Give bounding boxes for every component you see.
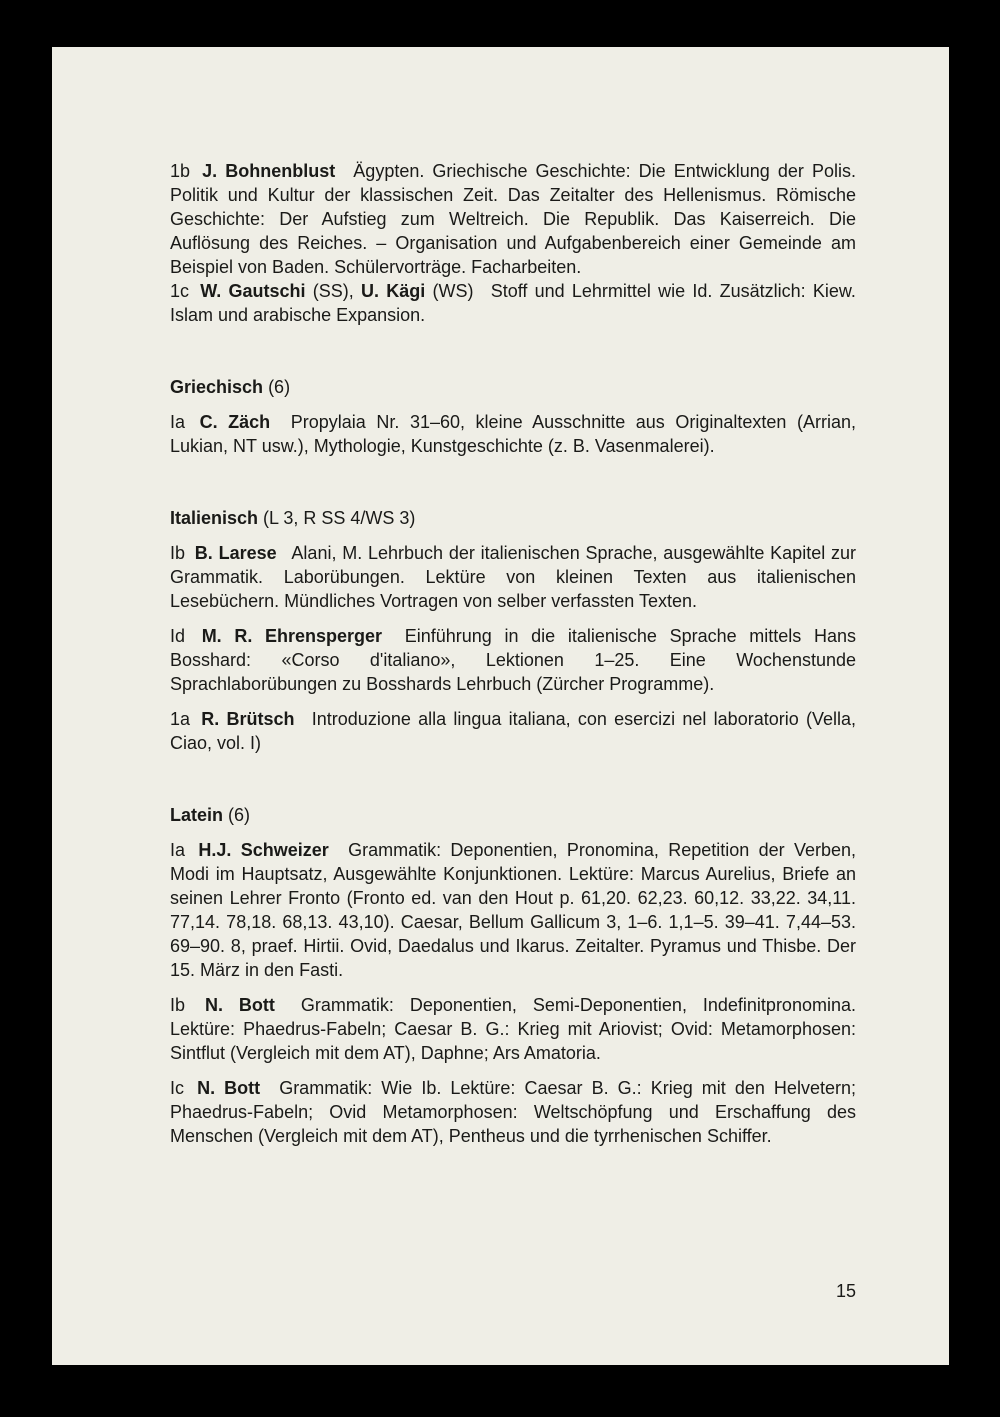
history-block — [170, 159, 856, 327]
course-entry — [170, 279, 856, 327]
teacher-name: U. Kägi — [360, 281, 426, 301]
section-heading — [170, 375, 856, 399]
teacher-name: N. Bott — [197, 1078, 261, 1098]
semester-note: (WS) — [432, 281, 474, 301]
teacher-name: M. R. Ehrensperger — [201, 626, 383, 646]
course-description: Ägypten. Griechische Geschichte: Die Entwicklung der Polis. Politik und Kultur der klassischen Zeit. Das Zeitalter des Hellenismus. Römische Geschichte: Der Aufstieg zum Weltreich. Die Republik. Das Kaiserreich. Die Auflösung des Reiches. – Organisation und Aufgabenbereich einer Gemeinde am Beispiel von Baden. Schülervorträge. Facharbeiten. — [170, 161, 856, 277]
course-description: Propylaia Nr. 31–60, kleine Ausschnitte aus Originaltexten (Arrian, Lukian, NT usw.), Mythologie, Kunstgeschichte (z. B. Vasenmalerei). — [170, 412, 857, 456]
section-detail: (6) — [268, 377, 291, 397]
teacher-name: R. Brütsch — [201, 709, 295, 729]
course-description: Alani, M. Lehrbuch der italienischen Sprache, ausgewählte Kapitel zur Grammatik. Laborübungen. Lektüre von kleinen Texten aus italienischen Lesebüchern. Mündliches Vortragen von selber verfassten Texten. — [170, 543, 856, 611]
class-code: Id — [170, 626, 186, 646]
section-detail: (6) — [228, 805, 251, 825]
class-code: Ib — [170, 995, 186, 1015]
class-code: Ib — [170, 543, 186, 563]
course-description: Grammatik: Deponentien, Pronomina, Repetition der Verben, Modi im Hauptsatz, Ausgewählte Konjunktionen. Lektüre: Marcus Aurelius, Briefe an seinen Lehrer Fronto (Fronto ed. van den Hout p. 61,20. 62,23. 60,12. 33,22. 34,11. 77,14. 78,18. 68,13. 43,10). Caesar, Bellum Gallicum 3, 1–6. 1,1–5. 39–41. 7,44–53. 69–90. 8, praef. Hirtii. Ovid, Daedalus und Ikarus. Zeitalter. Pyramus und Thisbe. Der 15. März in den Fasti. — [170, 840, 856, 980]
course-description: Grammatik: Deponentien, Semi-Deponentien, Indefinitpronomina. Lektüre: Phaedrus-Fabeln; Caesar B. G.: Krieg mit Ariovist; Ovid: Metamorphosen: Sintflut (Vergleich mit dem AT), Daphne; Ars Amatoria. — [170, 995, 856, 1063]
course-description: Introduzione alla lingua italiana, con esercizi nel laboratorio (Vella, Ciao, vol. I) — [170, 709, 856, 753]
course-entry — [170, 410, 856, 458]
section-title: Latein — [170, 805, 224, 825]
page-number: 15 — [835, 1281, 856, 1301]
class-code: Ia — [170, 412, 186, 432]
teacher-name: B. Larese — [194, 543, 277, 563]
course-entry — [170, 838, 856, 982]
teacher-name: H.J. Schweizer — [198, 840, 329, 860]
section-heading — [170, 803, 856, 827]
semester-note: (SS), — [312, 281, 354, 301]
course-entry — [170, 1076, 856, 1148]
course-entry — [170, 541, 856, 613]
section-detail: (L 3, R SS 4/WS 3) — [263, 508, 416, 528]
class-code: 1a — [170, 709, 191, 729]
teacher-name: C. Zäch — [199, 412, 271, 432]
section-italienisch — [170, 506, 856, 755]
class-code: 1b — [170, 161, 191, 181]
teacher-name: J. Bohnenblust — [202, 161, 336, 181]
page-content — [170, 159, 856, 1148]
course-description: Stoff und Lehrmittel wie Id. Zusätzlich: Kiew. Islam und arabische Expansion. — [170, 281, 856, 325]
section-griechisch — [170, 375, 856, 458]
course-description: Einführung in die italienische Sprache mittels Hans Bosshard: «Corso d'italiano», Lektionen 1–25. Eine Wochenstunde Sprachlaborübungen zu Bosshards Lehrbuch (Zürcher Programme). — [170, 626, 856, 694]
course-entry — [170, 993, 856, 1065]
section-title: Griechisch — [170, 377, 264, 397]
class-code: 1c — [170, 281, 190, 301]
document-page — [52, 47, 949, 1365]
course-entry — [170, 624, 856, 696]
class-code: Ia — [170, 840, 186, 860]
class-code: Ic — [170, 1078, 185, 1098]
course-description: Grammatik: Wie Ib. Lektüre: Caesar B. G.: Krieg mit den Helvetern; Phaedrus-Fabeln; Ovid Metamorphosen: Weltschöpfung und Erschaffung des Menschen (Vergleich mit dem AT), Pentheus und die tyrrhenischen Schiffer. — [170, 1078, 856, 1146]
course-entry — [170, 707, 856, 755]
teacher-name: N. Bott — [204, 995, 275, 1015]
course-entry — [170, 159, 856, 279]
teacher-name: W. Gautschi — [200, 281, 306, 301]
section-heading — [170, 506, 856, 530]
section-latein — [170, 803, 856, 1148]
section-title: Italienisch — [170, 508, 259, 528]
